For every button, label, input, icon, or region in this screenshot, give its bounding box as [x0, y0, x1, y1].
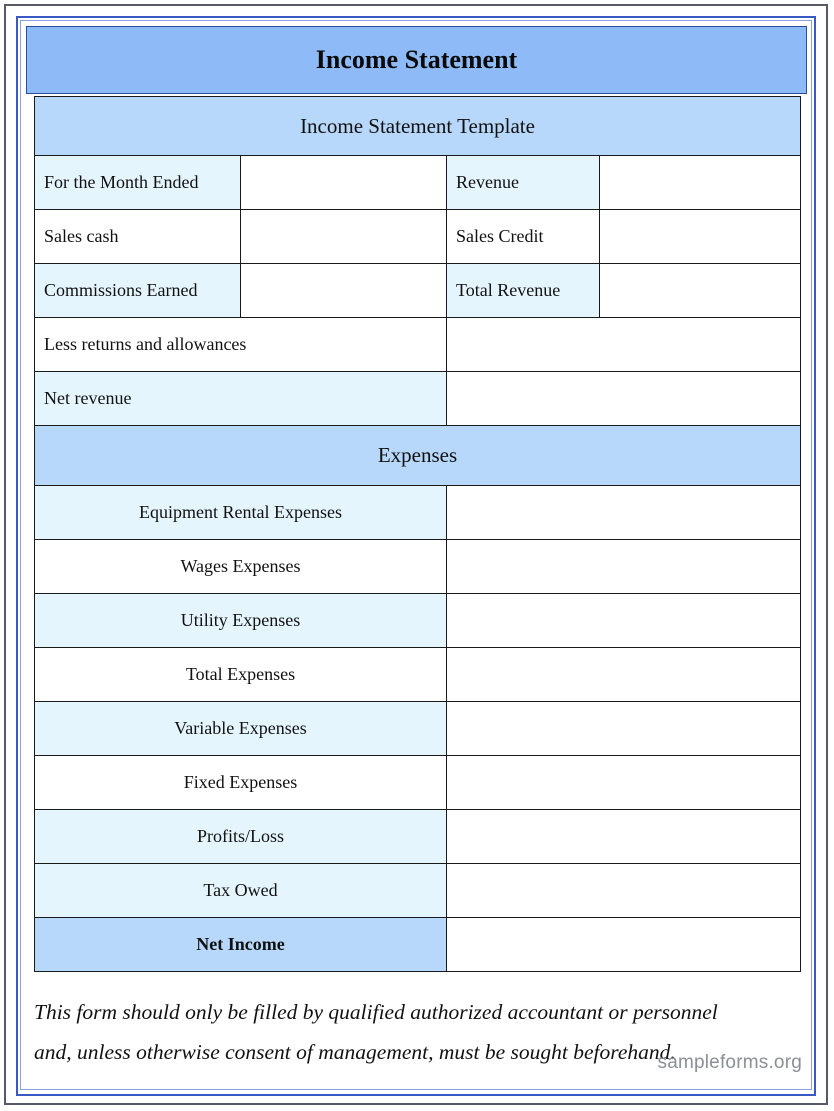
- expenses-heading: Expenses: [35, 426, 801, 486]
- footer-line-1: This form should only be filled by qualified authorized accountant or personnel: [34, 1000, 718, 1024]
- label-tax-owed: Tax Owed: [35, 864, 447, 918]
- input-variable-expenses[interactable]: [447, 702, 801, 756]
- input-profits-loss[interactable]: [447, 810, 801, 864]
- label-net-income: Net Income: [35, 918, 447, 972]
- input-net-revenue[interactable]: [447, 372, 801, 426]
- input-revenue[interactable]: [600, 156, 801, 210]
- label-net-revenue: Net revenue: [35, 372, 447, 426]
- input-fixed-expenses[interactable]: [447, 756, 801, 810]
- input-commissions-earned[interactable]: [241, 264, 447, 318]
- form-title: Income Statement: [26, 26, 807, 94]
- income-statement-table: [34, 96, 801, 972]
- input-sales-cash[interactable]: [241, 210, 447, 264]
- label-total-revenue: Total Revenue: [447, 264, 600, 318]
- label-variable-expenses: Variable Expenses: [35, 702, 447, 756]
- label-fixed-expenses: Fixed Expenses: [35, 756, 447, 810]
- input-tax-owed[interactable]: [447, 864, 801, 918]
- input-utility[interactable]: [447, 594, 801, 648]
- input-less-returns[interactable]: [447, 318, 801, 372]
- input-wages[interactable]: [447, 540, 801, 594]
- watermark: sampleforms.org: [657, 1052, 802, 1073]
- label-month-ended: For the Month Ended: [35, 156, 241, 210]
- input-net-income[interactable]: [447, 918, 801, 972]
- input-total-expenses[interactable]: [447, 648, 801, 702]
- input-total-revenue[interactable]: [600, 264, 801, 318]
- input-sales-credit[interactable]: [600, 210, 801, 264]
- label-less-returns: Less returns and allowances: [35, 318, 447, 372]
- label-utility: Utility Expenses: [35, 594, 447, 648]
- label-commissions-earned: Commissions Earned: [35, 264, 241, 318]
- label-sales-credit: Sales Credit: [447, 210, 600, 264]
- label-profits-loss: Profits/Loss: [35, 810, 447, 864]
- input-month-ended[interactable]: [241, 156, 447, 210]
- label-sales-cash: Sales cash: [35, 210, 241, 264]
- label-revenue: Revenue: [447, 156, 600, 210]
- label-wages: Wages Expenses: [35, 540, 447, 594]
- footer-line-2: and, unless otherwise consent of management, must be sought beforehand.: [34, 1040, 676, 1064]
- template-heading: Income Statement Template: [35, 97, 801, 156]
- input-equipment-rental[interactable]: [447, 486, 801, 540]
- label-total-expenses: Total Expenses: [35, 648, 447, 702]
- label-equipment-rental: Equipment Rental Expenses: [35, 486, 447, 540]
